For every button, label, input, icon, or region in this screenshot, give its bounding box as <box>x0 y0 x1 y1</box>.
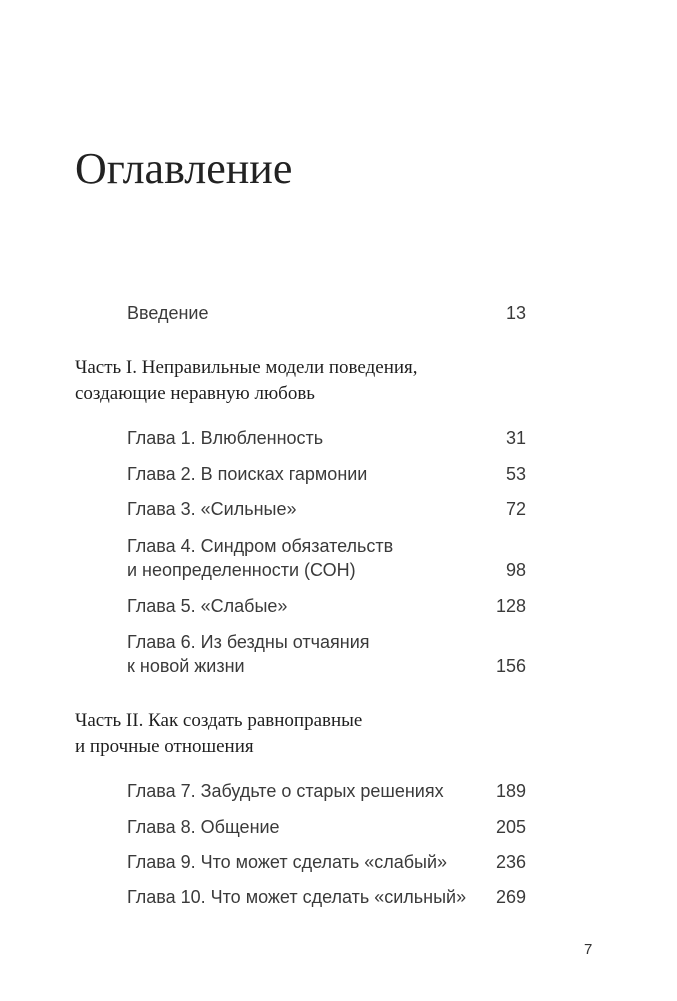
toc-entry-title: Глава 2. В поисках гармонии <box>127 464 368 484</box>
toc-entry-page: 31 <box>505 428 526 448</box>
toc-entry-title: Глава 8. Общение <box>127 817 280 837</box>
toc-entry-title: Глава 5. «Слабые» <box>127 596 288 616</box>
toc-entry-title: Глава 7. Забудьте о старых решениях <box>127 781 444 801</box>
page-title: Оглавление <box>75 144 293 193</box>
toc-entry-page: 98 <box>505 560 526 580</box>
toc-entry-chapter-10[interactable] <box>127 885 526 945</box>
toc-entry-page: 189 <box>495 781 526 801</box>
toc-entry-introduction[interactable] <box>127 301 526 361</box>
toc-entry-title: Введение <box>127 303 209 323</box>
toc-entry-page: 236 <box>495 852 526 872</box>
toc-entry-title: Глава 9. Что может сделать «слабый» <box>127 852 448 872</box>
toc-entry-page: 205 <box>495 817 526 837</box>
toc-entry-title: Глава 6. Из бездны отчаяния к новой жизни <box>127 632 370 676</box>
toc-entry-title: Глава 1. Влюбленность <box>127 428 324 448</box>
toc-entry-title: Глава 3. «Сильные» <box>127 499 297 519</box>
toc-entry-chapter-4[interactable] <box>127 534 526 594</box>
toc-entry-page: 128 <box>495 596 526 616</box>
toc-entry-page: 13 <box>505 303 526 323</box>
toc-entry-page: 72 <box>505 499 526 519</box>
toc-entry-page: 53 <box>505 464 526 484</box>
toc-entry-title: Глава 4. Синдром обязательств и неопределенности (СОН) <box>127 536 394 580</box>
page-number: 7 <box>584 941 593 958</box>
toc-entry-page: 156 <box>495 656 526 676</box>
toc-entry-chapter-6[interactable] <box>127 630 526 690</box>
part-1-heading[interactable]: Часть I. Неправильные модели поведения, создающие неравную любовь <box>75 357 418 404</box>
toc-entry-title: Глава 10. Что может сделать «сильный» <box>127 887 467 907</box>
part-2-heading[interactable]: Часть II. Как создать равноправные и прочные отношения <box>75 710 363 757</box>
toc-entry-page: 269 <box>495 887 526 907</box>
